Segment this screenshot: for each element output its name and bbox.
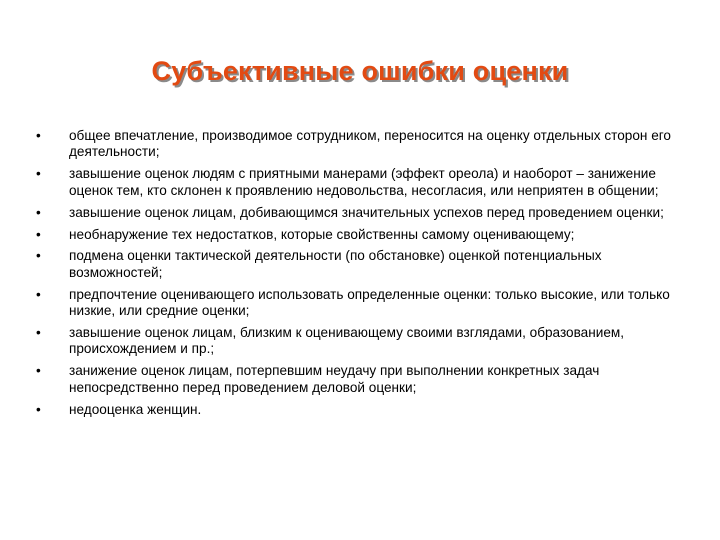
bullet-text: общее впечатление, производимое сотрудником, переносится на оценку отдельных сторон его деятельности; bbox=[69, 128, 671, 160]
bullet-item-2 bbox=[36, 166, 676, 199]
bullet-dot-icon: • bbox=[36, 325, 41, 341]
bullet-text: недооценка женщин. bbox=[69, 401, 202, 417]
bullet-text: завышение оценок людям с приятными манерами (эффект ореола) и наоборот – занижение оценок тем, кто склонен к проявлению недовольства, несогласия, или неприятен в общении; bbox=[69, 166, 659, 198]
bullet-item-3 bbox=[36, 205, 676, 221]
bullet-item-4 bbox=[36, 227, 676, 243]
bullet-item-7 bbox=[36, 325, 676, 358]
bullet-text: предпочтение оценивающего использовать определенные оценки: только высокие, или только низкие, или средние оценки; bbox=[69, 286, 670, 319]
bullet-list bbox=[36, 128, 676, 424]
bullet-dot-icon: • bbox=[36, 363, 41, 379]
bullet-dot-icon: • bbox=[36, 204, 41, 220]
bullet-item-8 bbox=[36, 363, 676, 396]
bullet-item-6 bbox=[36, 287, 676, 320]
bullet-item-5 bbox=[36, 248, 676, 281]
bullet-dot-icon: • bbox=[36, 248, 41, 264]
bullet-dot-icon: • bbox=[36, 166, 41, 182]
bullet-text: подмена оценки тактической деятельности (по обстановке) оценкой потенциальных возможностей; bbox=[69, 248, 602, 280]
bullet-item-1 bbox=[36, 128, 676, 161]
bullet-dot-icon: • bbox=[36, 401, 41, 417]
bullet-dot-icon: • bbox=[36, 128, 41, 143]
bullet-item-9 bbox=[36, 402, 676, 418]
bullet-text: завышение оценок лицам, близким к оценивающему своими взглядами, образованием, происхождением и пр.; bbox=[69, 325, 625, 357]
bullet-text: завышение оценок лицам, добивающимся значительных успехов перед проведением оценки; bbox=[69, 204, 664, 220]
slide-title: Субъективные ошибки оценки bbox=[151, 56, 569, 86]
bullet-text: занижение оценок лицам, потерпевшим неудачу при выполнении конкретных задач непосредственно перед проведением деловой оценки; bbox=[69, 363, 600, 395]
bullet-dot-icon: • bbox=[36, 286, 41, 302]
bullet-dot-icon: • bbox=[36, 226, 41, 242]
bullet-text: необнаружение тех недостатков, которые свойственны самому оценивающему; bbox=[69, 226, 575, 242]
